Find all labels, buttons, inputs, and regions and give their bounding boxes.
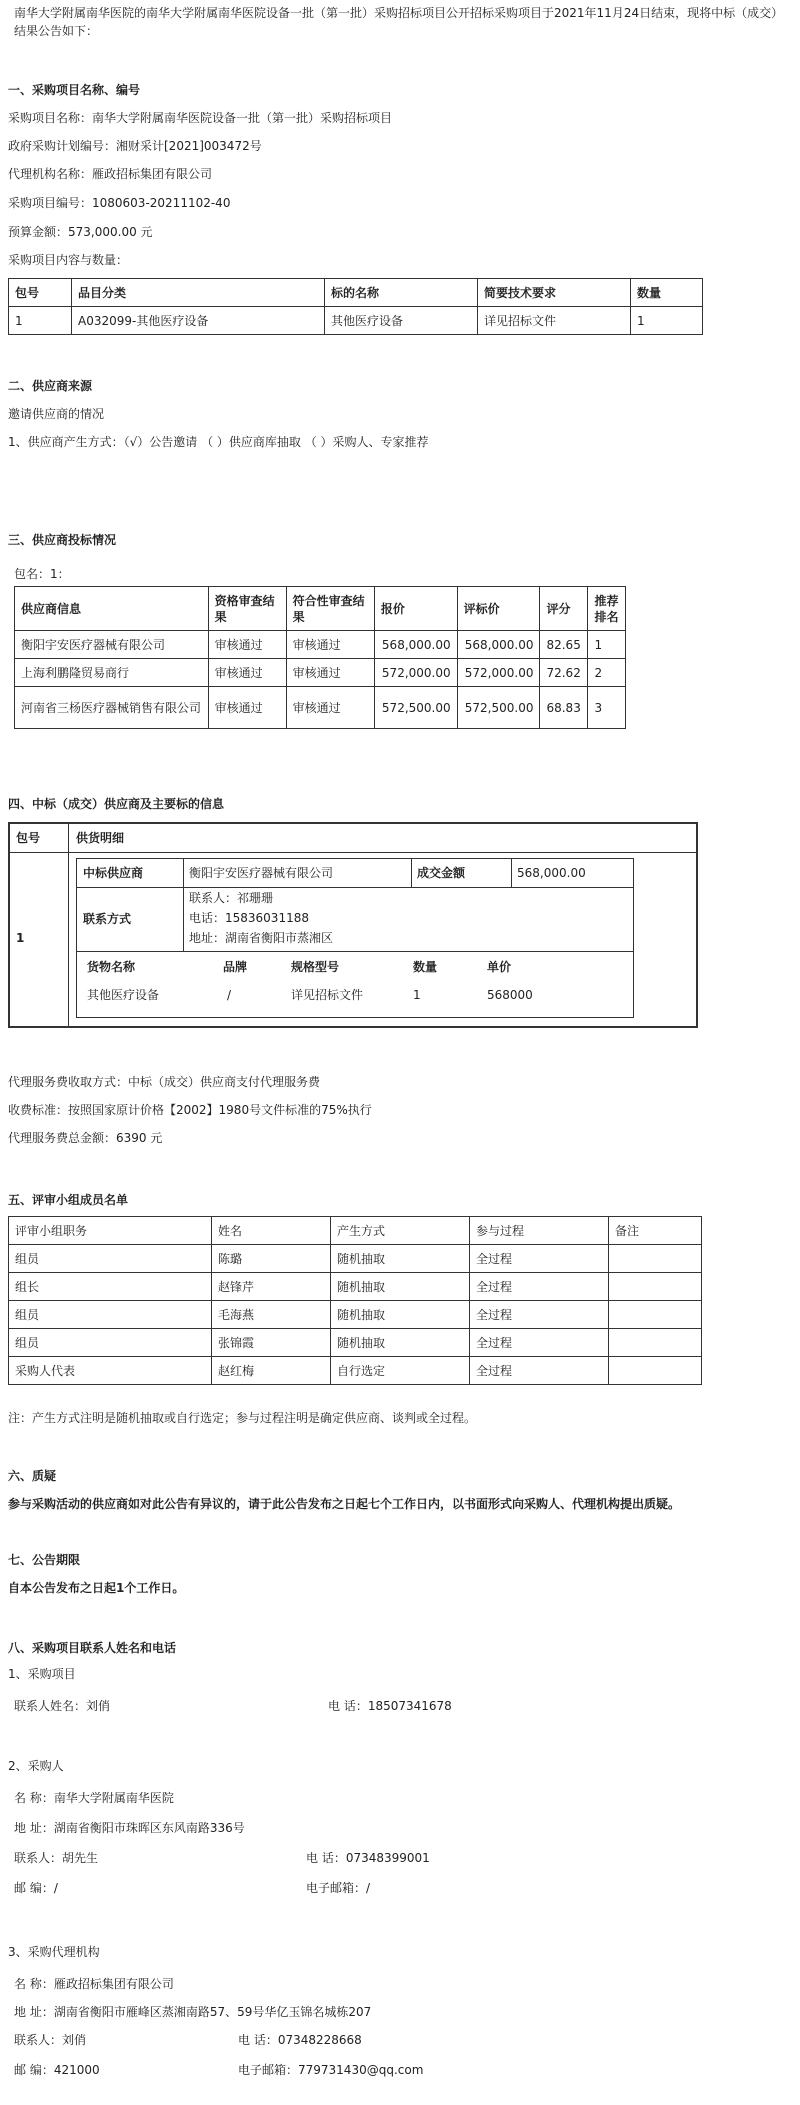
supplier-method: 1、供应商产生方式：（√）公告邀请 （ ）供应商库抽取 （ ）采购人、专家推荐 [8,435,429,449]
table-cell [609,1329,702,1357]
table-header: 简要技术要求 [478,279,631,307]
table-cell [609,1273,702,1301]
award-pkg-number: 1 [16,931,25,945]
agent-address: 地 址：湖南省衡阳市雁峰区蒸湘南路57、59号华亿玉锦名城栋207 [14,2005,372,2019]
bid-table [14,586,626,729]
table-cell: 陈璐 [212,1245,331,1273]
table-row [15,687,626,729]
fee-method: 代理服务费收取方式：中标（成交）供应商支付代理服务费 [8,1075,321,1089]
table-cell: 全过程 [470,1357,609,1385]
table-cell: 自行选定 [331,1357,470,1385]
table-cell: 随机抽取 [331,1273,470,1301]
buyer-email: 电子邮箱：/ [306,1881,371,1895]
agent-zip: 邮 编：421000 [14,2063,100,2077]
agent-name: 名 称：雁政招标集团有限公司 [14,1977,174,1991]
content-quantity-label: 采购项目内容与数量： [8,253,129,267]
table-row [9,1273,702,1301]
project-contact-phone: 电 话：18507341678 [328,1699,452,1713]
table-cell: A032099-其他医疗设备 [72,307,325,335]
table-row [9,1329,702,1357]
table-cell: 68.83 [540,687,588,729]
objection-text: 参与采购活动的供应商如对此公告有异议的，请于此公告发布之日起七个工作日内，以书面形式向采购人、代理机构提出质疑。 [8,1497,681,1511]
table-header: 评审小组职务 [9,1217,212,1245]
table-cell: 随机抽取 [331,1301,470,1329]
review-note: 注：产生方式注明是随机抽取或自行选定；参与过程注明是确定供应商、谈判或全过程。 [8,1411,477,1425]
table-cell: 审核通过 [286,659,374,687]
table-cell: 随机抽取 [331,1329,470,1357]
table-cell [609,1357,702,1385]
table-row [9,307,703,335]
table-header: 品目分类 [72,279,325,307]
table-header: 供应商信息 [15,587,209,631]
table-cell: 组员 [9,1301,212,1329]
contact-sub-buyer: 2、采购人 [8,1759,64,1773]
agent-contact: 联系人：刘俏 [14,2033,87,2047]
table-cell: 82.65 [540,631,588,659]
contact-phone: 电话：15836031188 [189,911,309,925]
table-cell: 审核通过 [208,659,286,687]
table-cell: 采购人代表 [9,1357,212,1385]
goods-header: 规格型号 [291,960,340,974]
budget-amount: 预算金额：573,000.00 元 [8,225,153,239]
contact-address: 地址：湖南省衡阳市蒸湘区 [189,931,334,945]
goods-cell: 568000 [487,988,533,1002]
table-cell: 72.62 [540,659,588,687]
section-1-heading: 一、采购项目名称、编号 [8,83,141,97]
table-cell: 详见招标文件 [478,307,631,335]
table-row [9,1245,702,1273]
table-cell: 组员 [9,1329,212,1357]
table-cell: 张锦霞 [212,1329,331,1357]
goods-header: 货物名称 [87,960,136,974]
table-cell: 全过程 [470,1245,609,1273]
agent-email: 电子邮箱：779731430@qq.com [238,2063,424,2077]
project-name: 采购项目名称：南华大学附属南华医院设备一批（第一批）采购招标项目 [8,111,393,125]
table-cell: 1 [588,631,626,659]
table-header: 标的名称 [325,279,478,307]
package-label: 包名：1： [14,567,70,581]
table-row [15,631,626,659]
table-cell: 审核通过 [286,687,374,729]
award-col-detail: 供货明细 [76,831,125,845]
goods-cell: 详见招标文件 [291,988,364,1002]
table-cell [609,1301,702,1329]
goods-cell: / [227,988,232,1002]
table-cell: 全过程 [470,1273,609,1301]
goods-header: 品牌 [223,960,248,974]
goods-header: 数量 [413,960,438,974]
section-2-heading: 二、供应商来源 [8,379,93,393]
contact-sub-project: 1、采购项目 [8,1667,76,1681]
table-cell: 全过程 [470,1301,609,1329]
table-header: 资格审查结果 [208,587,286,631]
goods-cell: 其他医疗设备 [87,988,160,1002]
section-3-heading: 三、供应商投标情况 [8,533,117,547]
table-header: 推荐排名 [588,587,626,631]
project-content-table [8,278,703,335]
table-cell: 1 [631,307,703,335]
table-cell: 审核通过 [208,687,286,729]
table-cell: 赵红梅 [212,1357,331,1385]
table-cell: 572,000.00 [457,659,540,687]
section-6-heading: 六、质疑 [8,1469,57,1483]
table-row [15,659,626,687]
table-header: 包号 [9,279,72,307]
contact-person: 联系人：祁珊珊 [189,891,274,905]
contact-label: 联系方式 [83,912,132,926]
fee-total: 代理服务费总金额：6390 元 [8,1131,163,1145]
table-cell: 568,000.00 [374,631,457,659]
winner-name: 衡阳宇安医疗器械有限公司 [189,866,334,880]
table-header: 报价 [374,587,457,631]
table-cell [609,1245,702,1273]
agent-phone: 电 话：07348228668 [238,2033,362,2047]
buyer-name: 名 称：南华大学附属南华医院 [14,1791,174,1805]
goods-header: 单价 [487,960,512,974]
intro-text: 南华大学附属南华医院的南华大学附属南华医院设备一批（第一批）采购招标项目公开招标采购项目于2021年11月24日结束，现将中标（成交）结果公告如下： [14,6,784,38]
table-header: 符合性审查结果 [286,587,374,631]
project-contact-name: 联系人姓名：刘俏 [14,1699,111,1713]
project-number: 采购项目编号：1080603-20211102-40 [8,196,231,210]
award-table [8,822,698,1028]
notice-period-text: 自本公告发布之日起1个工作日。 [8,1581,185,1595]
award-inner-table [76,858,634,1018]
agency-name: 代理机构名称：雁政招标集团有限公司 [8,167,213,181]
table-cell: 全过程 [470,1329,609,1357]
invitation-label: 邀请供应商的情况 [8,407,105,421]
buyer-zip: 邮 编：/ [14,1881,58,1895]
table-cell: 3 [588,687,626,729]
table-header: 参与过程 [470,1217,609,1245]
table-cell: 赵锋芹 [212,1273,331,1301]
table-header: 评分 [540,587,588,631]
amount-label: 成交金额 [417,866,466,880]
table-row [9,1301,702,1329]
table-cell: 1 [9,307,72,335]
goods-cell: 1 [413,988,421,1002]
table-cell: 毛海燕 [212,1301,331,1329]
table-cell: 572,500.00 [457,687,540,729]
table-cell: 上海利鹏隆贸易商行 [15,659,209,687]
buyer-contact: 联系人：胡先生 [14,1851,99,1865]
table-cell: 其他医疗设备 [325,307,478,335]
table-cell: 568,000.00 [457,631,540,659]
table-header: 备注 [609,1217,702,1245]
table-row [9,1357,702,1385]
contact-sub-agent: 3、采购代理机构 [8,1945,100,1959]
section-4-heading: 四、中标（成交）供应商及主要标的信息 [8,797,225,811]
section-7-heading: 七、公告期限 [8,1553,81,1567]
fee-standard: 收费标准：按照国家原计价格【2002】1980号文件标准的75%执行 [8,1103,372,1117]
buyer-address: 地 址：湖南省衡阳市珠晖区东风南路336号 [14,1821,245,1835]
table-cell: 572,000.00 [374,659,457,687]
review-panel-table [8,1216,702,1385]
plan-number: 政府采购计划编号：湘财采计[2021]003472号 [8,139,262,153]
table-cell: 随机抽取 [331,1245,470,1273]
table-cell: 审核通过 [208,631,286,659]
table-cell: 572,500.00 [374,687,457,729]
winner-label: 中标供应商 [83,866,144,880]
table-cell: 衡阳宇安医疗器械有限公司 [15,631,209,659]
table-header: 数量 [631,279,703,307]
buyer-phone: 电 话：07348399001 [306,1851,430,1865]
table-header: 姓名 [212,1217,331,1245]
table-cell: 审核通过 [286,631,374,659]
section-5-heading: 五、评审小组成员名单 [8,1193,129,1207]
table-header: 评标价 [457,587,540,631]
amount-value: 568,000.00 [517,866,586,880]
table-cell: 河南省三杨医疗器械销售有限公司 [15,687,209,729]
award-col-pkg: 包号 [16,831,41,845]
table-cell: 组长 [9,1273,212,1301]
table-cell: 组员 [9,1245,212,1273]
section-8-heading: 八、采购项目联系人姓名和电话 [8,1641,177,1655]
table-cell: 2 [588,659,626,687]
table-header: 产生方式 [331,1217,470,1245]
